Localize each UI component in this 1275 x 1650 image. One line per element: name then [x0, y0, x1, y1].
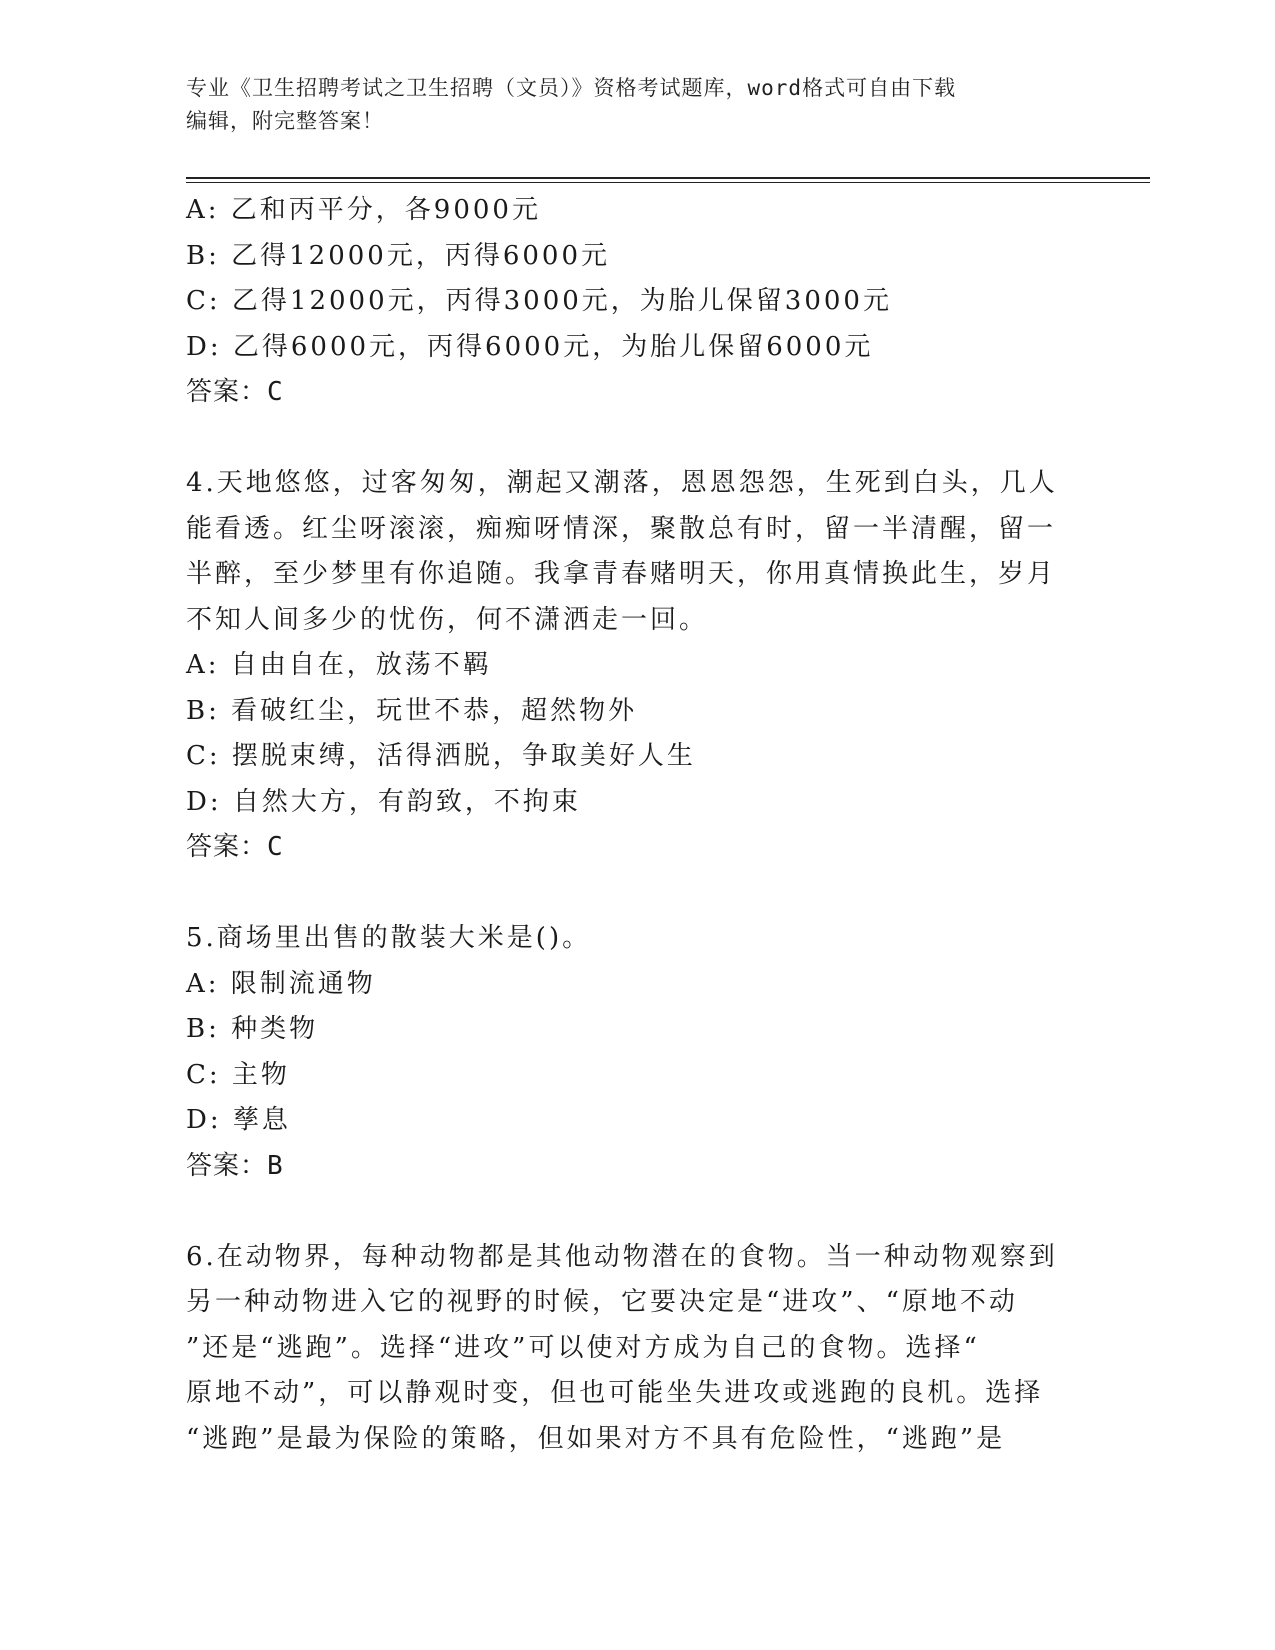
spacer [186, 1189, 1066, 1235]
option-c: C: 主物 [186, 1059, 290, 1090]
header-line-1: 专业《卫生招聘考试之卫生招聘（文员）》资格考试题库，word格式可自由下载 [186, 76, 957, 100]
option-d: D: 孳息 [186, 1105, 291, 1135]
question-stem-line: 不知人间多少的忧伤，何不潇洒走一回。 [186, 604, 709, 635]
question-stem-line: 能看透。红尘呀滚滚，痴痴呀情深，聚散总有时，留一半清醒，留一 [186, 513, 1057, 544]
answer: 答案：C [186, 377, 284, 407]
question-4 [186, 461, 1066, 871]
answer: 答案：B [186, 1150, 284, 1181]
option-a: A: 限制流通物 [186, 968, 376, 999]
option-b: B: 种类物 [186, 1014, 319, 1044]
answer: 答案：C [186, 832, 284, 862]
question-stem-line: 原地不动”，可以静观时变，但也可能坐失进攻或逃跑的良机。选择 [186, 1378, 1044, 1408]
option-b: B: 看破红尘，玩世不恭，超然物外 [186, 695, 638, 726]
option-c: C: 乙得12000元，丙得3000元，为胎儿保留3000元 [186, 286, 892, 316]
option-c: C: 摆脱束缚，活得洒脱，争取美好人生 [186, 741, 696, 771]
question-6 [186, 1235, 1066, 1463]
option-a: A: 乙和丙平分，各9000元 [186, 195, 541, 225]
option-d: D: 自然大方，有韵致，不拘束 [186, 786, 581, 817]
question-stem-line: ”还是“逃跑”。选择“进攻”可以使对方成为自己的食物。选择“ [186, 1332, 980, 1363]
document-header [186, 72, 1066, 138]
question-stem-line: “逃跑”是最为保险的策略，但如果对方不具有危险性，“逃跑”是 [186, 1423, 1006, 1454]
question-stem-line: 4.天地悠悠，过客匆匆，潮起又潮落，恩恩怨怨，生死到白头，几人 [186, 468, 1058, 498]
question-stem-line: 6.在动物界，每种动物都是其他动物潜在的食物。当一种动物观察到 [186, 1241, 1058, 1272]
header-divider [186, 177, 1150, 179]
header-line-2: 编辑，附完整答案！ [186, 109, 384, 133]
question-3-options [186, 188, 1066, 416]
spacer [186, 871, 1066, 917]
option-d: D: 乙得6000元，丙得6000元，为胎儿保留6000元 [186, 331, 874, 362]
question-stem-line: 另一种动物进入它的视野的时候，它要决定是“进攻”、“原地不动 [186, 1287, 1018, 1317]
question-stem-line: 半醉，至少梦里有你追随。我拿青春赌明天，你用真情换此生，岁月 [186, 559, 1057, 589]
question-5 [186, 916, 1066, 1189]
header-divider-thin [186, 182, 1150, 183]
question-content [186, 188, 1066, 1462]
option-b: B: 乙得12000元，丙得6000元 [186, 240, 611, 271]
spacer [186, 416, 1066, 462]
question-stem: 5.商场里出售的散装大米是()。 [186, 923, 592, 953]
option-a: A: 自由自在，放荡不羁 [186, 650, 492, 680]
